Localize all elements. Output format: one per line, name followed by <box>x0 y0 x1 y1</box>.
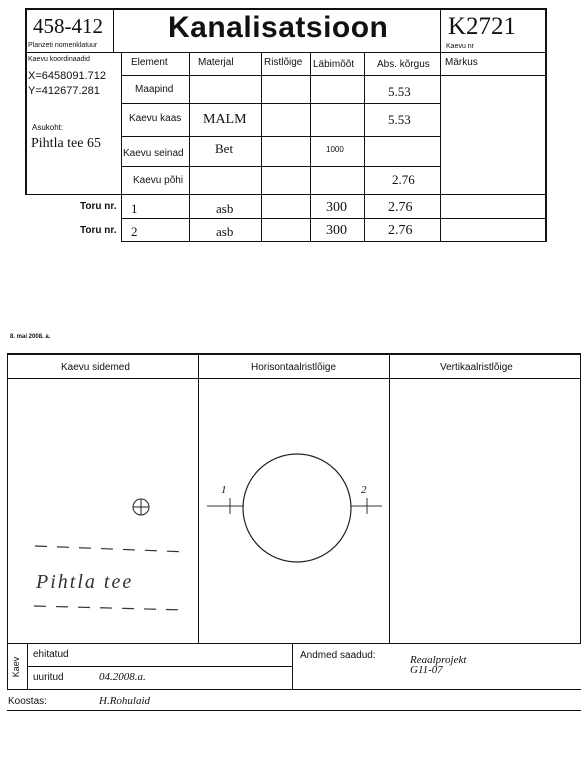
pipe2-mark: 2 <box>361 484 367 496</box>
source-label: Andmed saadud: <box>300 650 376 661</box>
pipe-nr: 1 <box>131 201 138 216</box>
col-header-remark: Märkus <box>445 57 478 68</box>
col-horisontaal: Horisontaalristlõige <box>251 362 337 373</box>
pipe-label: Toru nr. <box>80 201 117 212</box>
col-header-diameter: Läbimõõt <box>313 59 355 70</box>
pipe-nr: 2 <box>131 224 138 239</box>
well-label: Kaevu nr <box>446 43 475 50</box>
row-height: 2.76 <box>392 172 415 187</box>
date-stamp: 8. mai 2008. a. <box>10 334 51 340</box>
col-header-height: Abs. kõrgus <box>377 59 430 70</box>
pipe-diameter: 300 <box>326 200 347 215</box>
sheet-number: 458-412 <box>33 14 103 38</box>
coords-label: Kaevu koordinaadid <box>28 56 90 63</box>
row-height: 5.53 <box>388 84 411 99</box>
kaev-side-label: Kaev <box>11 656 21 678</box>
row-element: Maapind <box>135 84 174 95</box>
row-height: 5.53 <box>388 112 411 127</box>
pipe1-mark: 1 <box>221 484 227 496</box>
row-material: MALM <box>203 112 247 127</box>
sheet-label: Planzeti nomenklatuur <box>28 42 98 49</box>
updated-value: 04.2008.a. <box>99 671 146 683</box>
row-material: Bet <box>215 141 234 156</box>
pipe-material: asb <box>216 201 234 216</box>
col-header-material: Materjal <box>198 57 234 68</box>
pipe-lines <box>207 498 382 514</box>
pipe-height: 2.76 <box>388 200 413 215</box>
page-title: Kanalisatsioon <box>168 11 389 44</box>
source-value-2: G11-07 <box>410 664 443 676</box>
author-value: H.Rohulaid <box>99 695 151 707</box>
well-id: K2721 <box>448 13 517 40</box>
col-vertikaal: Vertikaalristlõige <box>440 362 513 373</box>
pipe-height: 2.76 <box>388 223 413 238</box>
col-header-section: Ristlõige <box>264 57 303 68</box>
built-label: ehitatud <box>33 649 69 660</box>
well-circle <box>243 454 351 562</box>
author-label: Koostas: <box>8 696 47 707</box>
updated-label: uuritud <box>33 672 64 683</box>
pipe-diameter: 300 <box>326 223 347 238</box>
source-value-1: Reaalprojekt <box>410 654 467 666</box>
row-element: Kaevu seinad <box>123 148 184 159</box>
address: Pihtla tee 65 <box>31 136 101 151</box>
col-header-element: Element <box>131 57 168 68</box>
row-diameter: 1000 <box>326 145 344 154</box>
row-element: Kaevu kaas <box>129 113 182 124</box>
col-kaevu-sidemed: Kaevu sidemed <box>61 362 130 373</box>
coord-y: Y=412677.281 <box>28 85 100 97</box>
street-handwriting: Pihtla tee <box>36 571 134 593</box>
pipe-label: Toru nr. <box>80 225 117 236</box>
coord-x: X=6458091.712 <box>28 70 106 82</box>
row-element: Kaevu põhi <box>133 175 184 186</box>
pipe-material: asb <box>216 224 234 239</box>
well-symbol-icon <box>133 499 149 515</box>
address-label: Asukoht: <box>32 123 64 132</box>
